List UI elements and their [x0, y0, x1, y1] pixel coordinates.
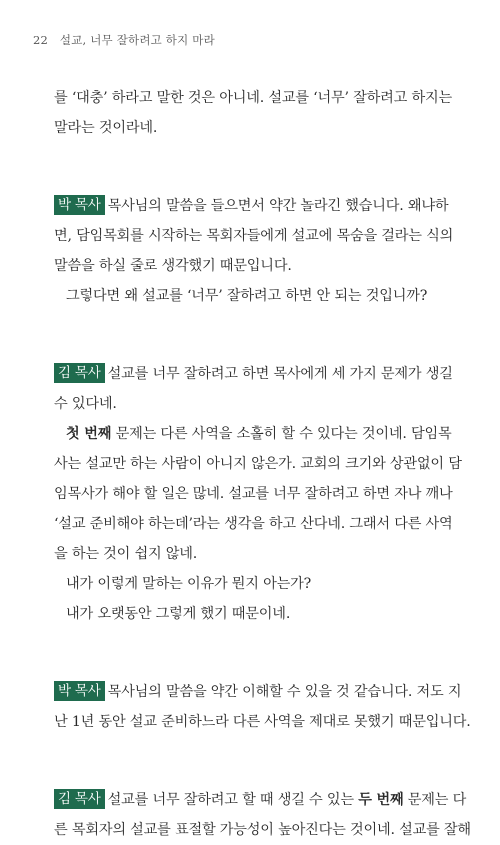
paragraph-line: 를 ‘대충’ 하라고 말한 것은 아니네. 설교를 ‘너무’ 잘하려고 하지는 [54, 90, 452, 106]
paragraph-line: 면, 담임목회를 시작하는 목회자들에게 설교에 목숨을 걸라는 식의 [54, 228, 454, 244]
paragraph-line: 말씀을 하실 줄로 생각했기 때문입니다. [54, 258, 292, 274]
dialogue-line: 박 목사 목사님의 말씀을 약간 이해할 수 있을 것 같습니다. 저도 지 [54, 677, 452, 707]
speaker-tag: 박 목사 [54, 681, 105, 701]
page-number: 22 [33, 33, 49, 47]
chapter-title: 설교, 너무 잘하려고 하지 마라 [59, 33, 215, 47]
paragraph-line: 내가 오랫동안 그렇게 했기 때문이네. [66, 606, 291, 622]
paragraph-line: 사는 설교만 하는 사람이 아니지 않은가. 교회의 크기와 상관없이 담 [54, 456, 462, 472]
paragraph-line: 그렇다면 왜 설교를 ‘너무’ 잘하려고 하면 안 되는 것입니까? [66, 288, 428, 304]
paragraph-line: 른 목회자의 설교를 표절할 가능성이 높아진다는 것이네. 설교를 잘해 [54, 822, 471, 838]
paragraph-line: 을 하는 것이 쉽지 않네. [54, 546, 198, 562]
speaker-tag: 박 목사 [54, 195, 105, 215]
speaker-tag: 김 목사 [54, 363, 105, 383]
dialogue-line: 박 목사 목사님의 말씀을 들으면서 약간 놀라긴 했습니다. 왜냐하 [54, 191, 452, 221]
paragraph-line: 수 있다네. [54, 396, 117, 412]
body-text [54, 83, 471, 845]
paragraph-line: 말라는 것이라네. [54, 120, 158, 136]
paragraph-line: 내가 이렇게 말하는 이유가 뭔지 아는가? [66, 576, 312, 592]
dialogue-line: 김 목사 설교를 너무 잘하려고 하면 목사에게 세 가지 문제가 생길 [54, 359, 452, 389]
paragraph-line: 임목사가 해야 할 일은 많네. 설교를 너무 잘하려고 하면 자나 깨나 [54, 486, 453, 502]
emphasis-second: 두 번째 [358, 792, 404, 808]
paragraph-line: ‘설교 준비해야 하는데’라는 생각을 하고 산다네. 그래서 다른 사역 [54, 516, 453, 532]
paragraph-line: 첫 번째 문제는 다른 사역을 소홀히 할 수 있다는 것이네. 담임목 [66, 426, 452, 442]
running-header [33, 32, 215, 48]
speaker-tag: 김 목사 [54, 789, 105, 809]
dialogue-line: 김 목사 설교를 너무 잘하려고 할 때 생길 수 있는 두 번째 문제는 다 [54, 785, 452, 815]
paragraph-line: 난 1년 동안 설교 준비하느라 다른 사역을 제대로 못했기 때문입니다. [54, 714, 471, 730]
emphasis-first: 첫 번째 [66, 426, 112, 442]
